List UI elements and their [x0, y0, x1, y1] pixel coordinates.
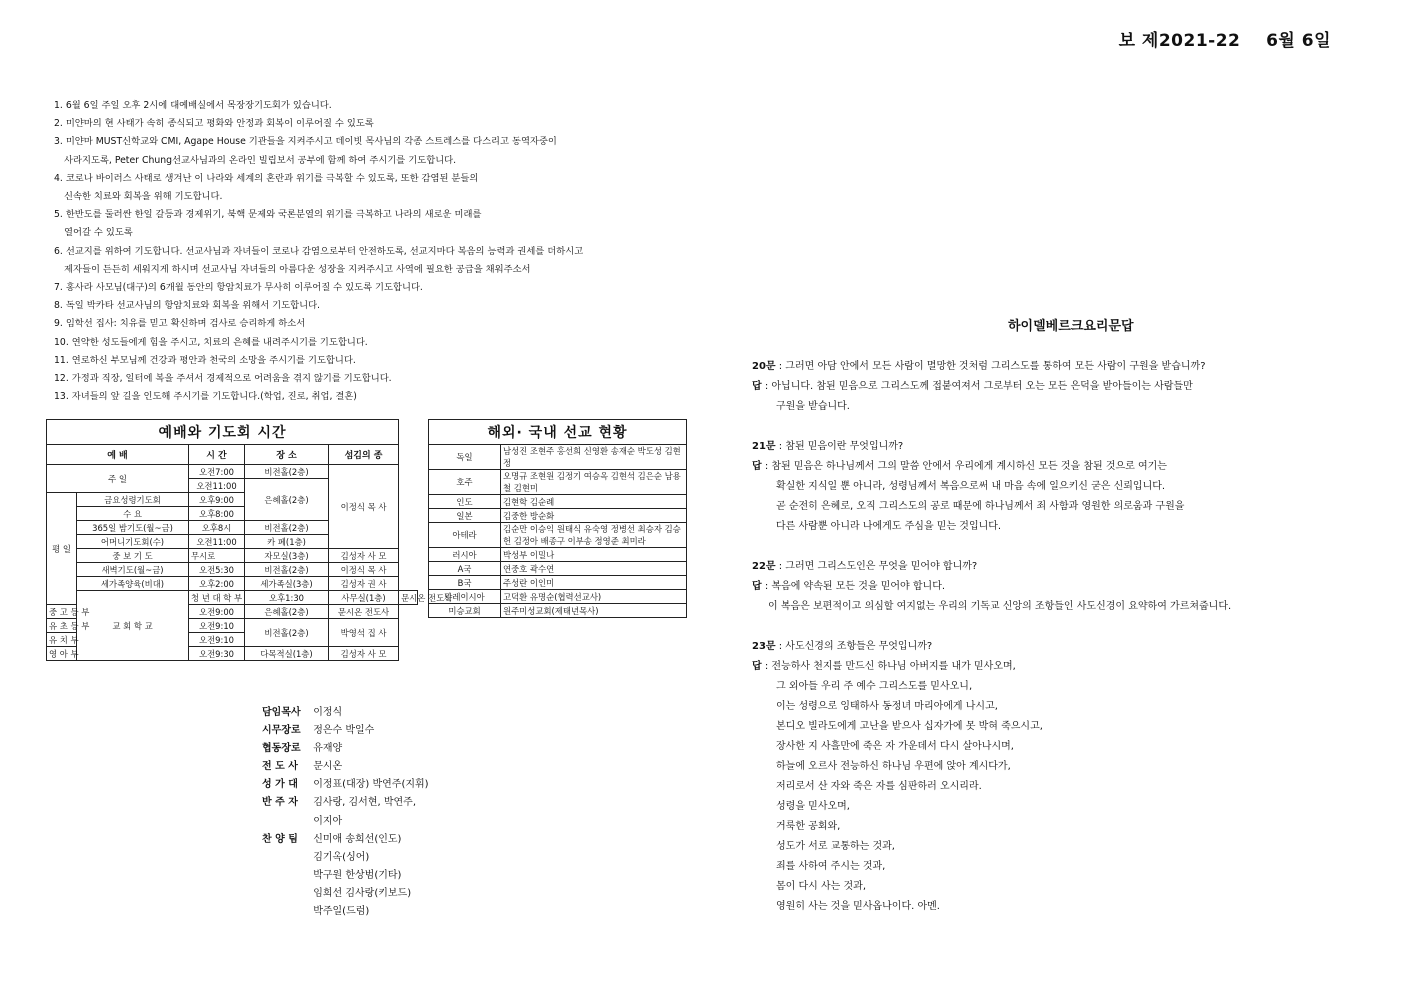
mission-names: 고덕환 유명순(협력선교사): [501, 590, 687, 604]
spacer: [752, 537, 1372, 557]
staff-name: 정은수 박일수: [313, 725, 375, 737]
question-number: 23문: [752, 641, 776, 652]
staff-name: 문시온: [313, 761, 343, 773]
catechism-answer-line: 그 외아들 우리 주 예수 그리스도를 믿사오니,: [776, 681, 973, 692]
table-cell: 김성자 권 사: [329, 577, 399, 591]
table-row: [429, 470, 687, 495]
table-cell: 문시온 전도사: [329, 605, 399, 619]
catechism-answer-line: 몸이 다시 사는 것과,: [776, 881, 866, 892]
table-cell: 새벽기도(월~금): [77, 563, 189, 577]
staff-name: 유재양: [313, 743, 343, 755]
question-text: : 그러면 그리스도인은 무엇을 믿어야 합니까?: [775, 561, 978, 572]
col-header-service: 예 배: [47, 445, 189, 465]
table-cell: 영 아 부: [47, 647, 77, 661]
table-cell: 박영석 집 사: [329, 619, 399, 647]
question-number: 21문: [752, 441, 776, 452]
staff-role: 찬 양 팀: [262, 833, 298, 845]
col-header-time: 시 간: [189, 445, 245, 465]
mission-names: 김중한 방순화: [501, 509, 687, 523]
mission-names: 연중호 곽수연: [501, 562, 687, 576]
staff-name: 신미애 송희선(인도): [313, 833, 402, 845]
notice-line: 6. 선교지를 위하여 기도합니다. 선교사님과 자녀들이 코로나 감염으로부터 안전하도록, 선교지마다 복음의 능력과 권세를 더하시고: [54, 245, 584, 257]
staff-row: [262, 794, 429, 812]
staff-name: 이정표(대장) 박연주(지휘): [313, 779, 429, 791]
table-cell: 오전11:00: [189, 535, 245, 549]
table-cell: 오전5:30: [189, 563, 245, 577]
notice-line: 신속한 치료와 회복을 위해 기도합니다.: [64, 191, 223, 203]
answer-label: 답: [752, 461, 762, 472]
table-cell: 금요성령기도회: [77, 493, 189, 507]
mission-names: 김순만 이승익 원태식 유숙영 정병선 최승자 김승헌 김정아 배종구 이부송 정영준 최미라: [501, 523, 687, 548]
notice-line: 4. 코로나 바이러스 사태로 생겨난 이 나라와 세계의 혼란과 위기를 극복할 수 있도록, 또한 감염된 분들의: [54, 172, 479, 184]
worship-schedule-table: [46, 419, 453, 661]
table-cell: 오후8:00: [189, 507, 245, 521]
table-cell: 은혜홀(2층): [245, 479, 329, 521]
catechism-answer-line: 성령을 믿사오며,: [776, 801, 850, 812]
answer-text: : 참된 믿음은 하나님께서 그의 말씀 안에서 우리에게 계시하신 모든 것을 참된 것으로 여기는: [761, 461, 1167, 472]
table-cell: 유 치 부: [47, 633, 77, 647]
mission-region: 독일: [429, 445, 501, 470]
answer-text: : 전능하사 천지를 만드신 하나님 아버지를 내가 믿사오며,: [761, 661, 1016, 672]
answer-label: 답: [752, 661, 762, 672]
staff-name: 임희선 김사랑(키보드): [313, 887, 412, 899]
catechism-answer-line: 곧 순전히 은혜로, 오직 그리스도의 공로 때문에 하나님께서 죄 사함과 영원한 의로움과 구원을: [776, 501, 1185, 512]
notice-line: 7. 홍사라 사모님(대구)의 6개월 동안의 항암치료가 무사히 이루어질 수 있도록 기도합니다.: [54, 282, 423, 294]
catechism-question: [752, 437, 1372, 457]
table-cell: 사무실(1층): [329, 591, 399, 605]
issue-number: 보 제2021-22: [1118, 31, 1241, 51]
catechism-answer-line: 하늘에 오르사 전능하신 하나님 우편에 앉아 계시다가,: [776, 761, 1011, 772]
mission-names: 주성란 이인미: [501, 576, 687, 590]
staff-role: 시무장로: [262, 725, 301, 737]
notice-line: 13. 자녀들의 앞 길을 인도해 주시기를 기도합니다.(학업, 진로, 취업, 결혼): [54, 391, 357, 403]
staff-row: [262, 831, 429, 849]
mission-region: 일본: [429, 509, 501, 523]
mission-region: B국: [429, 576, 501, 590]
question-number: 20문: [752, 361, 776, 372]
table-cell: 비전홀(2층): [245, 521, 329, 535]
answer-text: : 아닙니다. 참된 믿음으로 그리스도께 접붙여져서 그로부터 오는 모든 은덕을 받아들이는 사람들만: [761, 381, 1193, 392]
catechism-answer-line: 확실한 지식일 뿐 아니라, 성령님께서 복음으로써 내 마음 속에 일으키신 굳은 신뢰입니다.: [776, 481, 1166, 492]
table-cell: 오후1:30: [245, 591, 329, 605]
mission-names: 원주미성교회(제태년목사): [501, 604, 687, 618]
table-cell: 이정식 목 사: [329, 465, 399, 549]
answer-text: : 복음에 약속된 모든 것을 믿어야 합니다.: [761, 581, 946, 592]
table-cell: 김성자 사 모: [329, 647, 399, 661]
table-cell: 오전11:00: [189, 479, 245, 493]
table-cell: 카 페(1층): [245, 535, 329, 549]
mission-region: 미승교회: [429, 604, 501, 618]
catechism-answer-line: 거룩한 공회와,: [776, 821, 841, 832]
table-cell: 비전홀(2층): [245, 563, 329, 577]
catechism-qa: [752, 357, 1372, 917]
notice-line: 5. 한반도를 둘러싼 한일 갈등과 경제위기, 북핵 문제와 국론분열의 위기를 극복하고 나라의 새로운 미래를: [54, 209, 482, 221]
table-cell: 자모실(3층): [245, 549, 329, 563]
staff-row: [262, 867, 429, 885]
catechism-answer-line: 성도가 서로 교통하는 것과,: [776, 841, 895, 852]
catechism-answer-line: 이 복음은 보편적이고 의심할 여지없는 우리의 기독교 신앙의 조항들인 사도신경이 요약하여 가르쳐줍니다.: [768, 601, 1232, 612]
notice-line: 2. 미얀마의 현 사태가 속히 종식되고 평화와 안정과 회복이 이루어질 수 있도록: [54, 118, 374, 130]
table-row: [429, 590, 687, 604]
notice-line: 11. 연로하신 부모님께 건강과 평안과 천국의 소망을 주시기를 기도합니다.: [54, 354, 356, 366]
staff-role: 협동장로: [262, 743, 301, 755]
prayer-notices: [54, 97, 694, 406]
table-cell: 김성자 사 모: [329, 549, 399, 563]
catechism-answer-line: 영원히 사는 것을 믿사옵나이다. 아멘.: [776, 901, 940, 912]
table-cell: 청 년 대 학 부: [189, 591, 245, 605]
table-cell: 문시온 전도사: [399, 591, 418, 605]
mission-names: 박성부 이밀나: [501, 548, 687, 562]
weekday-label: 평 일: [47, 493, 77, 605]
catechism-question: [752, 637, 1372, 657]
table-cell: 오전9:30: [189, 647, 245, 661]
notice-line: 8. 독일 박카타 선교사님의 항암치료와 회복을 위해서 기도합니다.: [54, 300, 321, 312]
catechism-answer-line: [752, 457, 1372, 477]
mission-names: 오명규 조현원 김정기 여승옥 김현석 김은순 남용철 김현미: [501, 470, 687, 495]
staff-row: [262, 885, 429, 903]
table-cell: 유 초 등 부: [47, 619, 77, 633]
staff-row: [262, 740, 429, 758]
table-cell: 오후2:00: [189, 577, 245, 591]
spacer: [752, 417, 1372, 437]
mission-region: 러시아: [429, 548, 501, 562]
table-row: [429, 523, 687, 548]
staff-name: 김사랑, 김서현, 박연주,: [313, 797, 417, 809]
mission-table-title: 해외· 국내 선교 현황: [429, 420, 687, 445]
table-row: [429, 509, 687, 523]
catechism-answer-line: 저리로서 산 자와 죽은 자를 심판하러 오시리라.: [776, 781, 982, 792]
staff-role: 담임목사: [262, 707, 301, 718]
bulletin-header: [1119, 26, 1331, 51]
table-cell: 다목적실(1층): [245, 647, 329, 661]
staff-role: 성 가 대: [262, 779, 298, 791]
table-cell: 수 요: [77, 507, 189, 521]
table-row: [429, 495, 687, 509]
question-text: : 사도신경의 조항들은 무엇입니까?: [775, 641, 933, 652]
catechism-answer-line: [752, 657, 1372, 677]
notice-line: 제자들이 든든히 세워지게 하시며 선교사님 자녀들의 아름다운 성장을 지켜주시고 사역에 필요한 공급을 채워주소서: [64, 263, 531, 275]
question-text: : 참된 믿음이란 무엇입니까?: [775, 441, 904, 452]
table-cell: 중 보 기 도: [77, 549, 189, 563]
question-number: 22문: [752, 561, 776, 572]
table-row: [429, 548, 687, 562]
mission-names: 김현학 김순례: [501, 495, 687, 509]
church-staff: [262, 704, 429, 921]
table-cell: 중 고 등 부: [47, 605, 77, 619]
table-row: [429, 576, 687, 590]
staff-name: 박주일(드럼): [313, 906, 370, 918]
staff-row: [262, 813, 429, 831]
school-label: 교 회 학 교: [77, 591, 189, 661]
catechism-answer-line: 본디오 빌라도에게 고난을 받으사 십자가에 못 박혀 죽으시고,: [776, 721, 1043, 732]
table-row: [429, 604, 687, 618]
staff-row: [262, 722, 429, 740]
staff-name: 박구원 한상범(기타): [313, 869, 402, 881]
table-cell: 오후9:00: [189, 493, 245, 507]
col-header-leader: 섬김의 종: [329, 445, 399, 465]
catechism-answer-line: 이는 성령으로 잉태하사 동정녀 마리아에게 나시고,: [776, 701, 998, 712]
mission-region: A국: [429, 562, 501, 576]
mission-region: 말레이시아: [429, 590, 501, 604]
table-cell: 오후8시: [189, 521, 245, 535]
catechism-title: 하이델베르크요리문답: [1008, 319, 1134, 334]
mission-names: 남성진 조현주 홍선희 신영환 송재순 박도성 김현정: [501, 445, 687, 470]
catechism-answer-line: 죄를 사하여 주시는 것과,: [776, 861, 886, 872]
catechism-answer-line: [752, 577, 1372, 597]
notice-line: 1. 6월 6일 주일 오후 2시에 대예배실에서 목장장기도회가 있습니다.: [54, 100, 332, 111]
table-cell: 세가족양육(비대): [77, 577, 189, 591]
notice-line: 9. 임학선 집사: 치유를 믿고 확신하며 검사로 승리하게 하소서: [54, 318, 306, 330]
notice-line: 3. 미얀마 MUST신학교와 CMI, Agape House 기관들을 지켜주시고 데이빗 목사님의 각종 스트레스를 다스리고 동역자중이: [54, 136, 557, 148]
mission-status-table: [428, 419, 687, 618]
catechism-answer-line: 구원을 받습니다.: [776, 401, 850, 412]
worship-table-title: 예배와 기도회 시간: [47, 420, 399, 445]
table-cell: 비전홀(2층): [245, 465, 329, 479]
catechism-answer-line: 다른 사람뿐 아니라 나에게도 주심을 믿는 것입니다.: [776, 521, 1002, 532]
answer-label: 답: [752, 581, 762, 592]
question-text: : 그러면 아담 안에서 모든 사람이 멸망한 것처럼 그리스도를 통하여 모든 사람이 구원을 받습니까?: [775, 361, 1206, 372]
table-cell: 365일 밤기도(월~금): [77, 521, 189, 535]
col-header-place: 장 소: [245, 445, 329, 465]
spacer: [752, 617, 1372, 637]
catechism-question: [752, 557, 1372, 577]
answer-label: 답: [752, 381, 762, 392]
mission-region: 아테라: [429, 523, 501, 548]
notice-line: 12. 가정과 직장, 일터에 복을 주셔서 경제적으로 어려움을 겪지 않기를 기도합니다.: [54, 373, 392, 385]
staff-name: 이정식: [313, 707, 343, 718]
table-row: [429, 445, 687, 470]
notice-line: 사라지도록, Peter Chung선교사님과의 온라인 빌립보서 공부에 함께 하여 주시기를 기도합니다.: [64, 154, 457, 166]
mission-region: 호주: [429, 470, 501, 495]
table-cell: 어머니기도회(수): [77, 535, 189, 549]
staff-row: [262, 849, 429, 867]
table-cell: 세가족실(3층): [245, 577, 329, 591]
table-cell: 비전홀(2층): [245, 619, 329, 647]
table-cell: 무시로: [189, 549, 245, 563]
staff-role: 전 도 사: [262, 761, 298, 773]
staff-name: 김기옥(싱어): [313, 851, 370, 863]
table-row: [429, 562, 687, 576]
table-cell: 오전9:10: [189, 619, 245, 633]
table-cell: 오전9:00: [189, 605, 245, 619]
table-cell: 오전9:10: [189, 633, 245, 647]
notice-line: 열어갈 수 있도록: [64, 227, 133, 239]
staff-name: 이지아: [313, 815, 343, 827]
catechism-question: [752, 357, 1372, 377]
table-cell: 이정식 목 사: [329, 563, 399, 577]
issue-date: 6월 6일: [1266, 31, 1331, 51]
staff-role: 반 주 자: [262, 797, 298, 809]
staff-row: [262, 903, 429, 921]
table-cell: 은혜홀(2층): [245, 605, 329, 619]
notice-line: 10. 연약한 성도들에게 힘을 주시고, 치료의 은혜를 내려주시기를 기도합니다.: [54, 336, 368, 348]
staff-row: [262, 704, 429, 722]
staff-row: [262, 776, 429, 794]
catechism-answer-line: 장사한 지 사흘만에 죽은 자 가운데서 다시 살아나시며,: [776, 741, 1014, 752]
mission-region: 인도: [429, 495, 501, 509]
catechism-answer-line: [752, 377, 1372, 397]
table-cell: 오전7:00: [189, 465, 245, 479]
sunday-label: 주 일: [47, 465, 189, 493]
staff-row: [262, 758, 429, 776]
